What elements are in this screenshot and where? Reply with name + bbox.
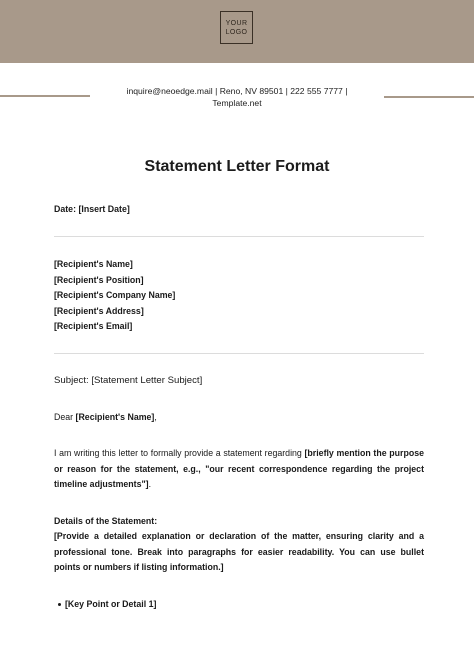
recipient-company: [Recipient's Company Name] <box>54 290 176 300</box>
header-banner <box>0 0 474 63</box>
logo-text-line2: LOGO <box>225 28 248 36</box>
header-rule-left <box>0 95 90 97</box>
intro-plain: I am writing this letter to formally provide a statement regarding <box>54 448 305 458</box>
contact-line-1: inquire@neoedge.mail | Reno, NV 89501 | 222 555 7777 | <box>126 86 348 96</box>
recipient-position: [Recipient's Position] <box>54 274 144 285</box>
salutation <box>54 410 157 426</box>
subject-line: Subject: [Statement Letter Subject] <box>54 375 203 386</box>
recipient-block <box>54 257 175 335</box>
recipient-name: [Recipient's Name] <box>54 259 133 269</box>
salutation-suffix: , <box>154 412 157 422</box>
bullet-dot <box>58 603 61 606</box>
contact-line-2: Template.net <box>212 98 262 108</box>
bullet-item-1 <box>58 597 156 612</box>
logo-text-line1: YOUR <box>225 19 248 27</box>
recipient-address: [Recipient's Address] <box>54 305 144 316</box>
details-heading: Details of the Statement: <box>54 516 158 526</box>
salutation-name: [Recipient's Name] <box>75 412 155 422</box>
details-body: [Provide a detailed explanation or declaration of the matter, ensuring clarity and a professional tone. Break into paragraphs for easier readability. You can use bullet points or numbers if listing information.] <box>54 531 424 572</box>
intro-end: . <box>148 479 152 489</box>
document-title: Statement Letter Format <box>144 158 330 175</box>
company-logo <box>220 11 253 44</box>
divider-2 <box>54 353 424 354</box>
divider-1 <box>54 236 424 237</box>
date-line: Date: [Insert Date] <box>54 204 130 214</box>
bullet-text: [Key Point or Detail 1] <box>65 599 157 609</box>
header-rule-right <box>384 96 474 98</box>
intro-paragraph <box>54 446 424 493</box>
recipient-email: [Recipient's Email] <box>54 321 133 331</box>
contact-info <box>90 85 384 109</box>
intro-bold: [briefly mention the purpose or reason for the statement, e.g., "our recent correspondence regarding the project timeline adjustments"] <box>54 448 424 489</box>
salutation-prefix: Dear <box>54 412 76 422</box>
